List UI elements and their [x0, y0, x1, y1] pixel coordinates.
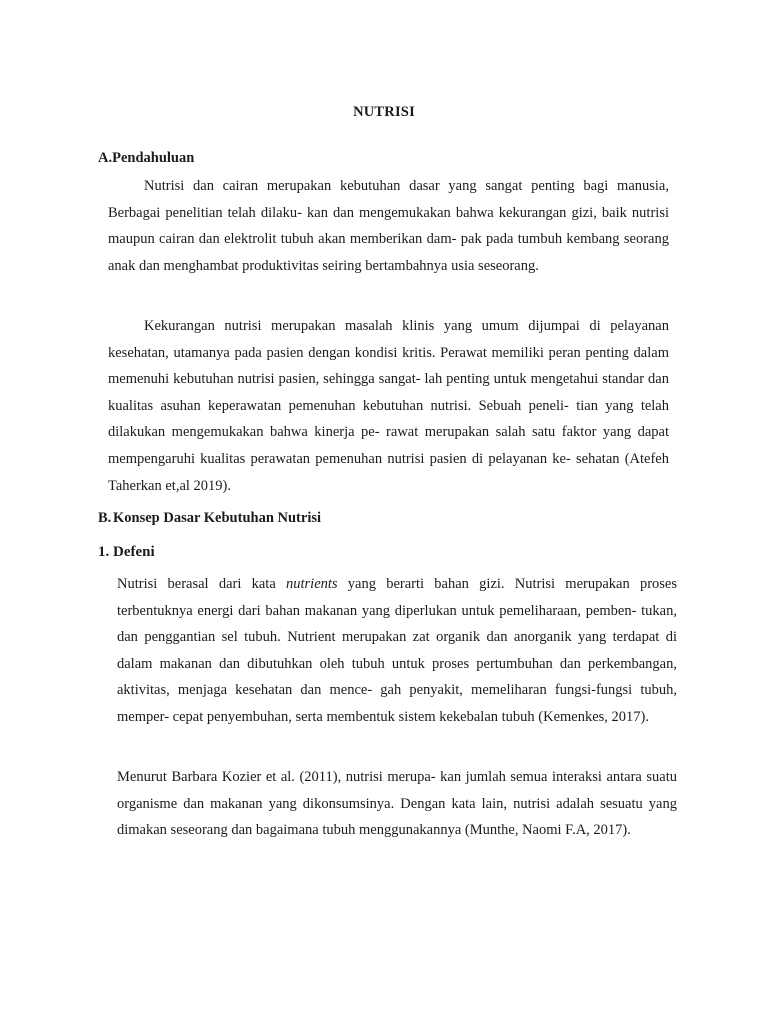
subsection-heading-text: Defeni: [113, 544, 155, 560]
definition-text-after: yang berarti bahan gizi. Nutrisi merupakan proses terbentuknya energi dari bahan makanan yang diperlukan untuk pemeliharaan, pemben- tukan, dan penggantian sel tubuh. Nutrient merupakan zat organik dan anorganik yang terdapat di dalam makanan dan dibutuhkan oleh tubuh untuk proses pertumbuhan dan perkembangan, aktivitas, menjaga kesehatan dan mence- gah penyakit, memeliharan fungsi-fungsi tubuh, memper- cepat penyembuhan, serta membentuk sistem kekebalan tubuh (Kemenkes, 2017).: [117, 576, 677, 725]
paragraph-definition-1: [117, 571, 677, 731]
subsection-number: 1.: [98, 544, 110, 560]
section-heading-pendahuluan: A.Pendahuluan: [98, 150, 195, 166]
paragraph-definition-2: Menurut Barbara Kozier et al. (2011), nutrisi merupa- kan jumlah semua interaksi antara suatu organisme dan makanan yang dikonsumsinya. Dengan kata lain, nutrisi adalah sesuatu yang dimakan seseorang dan bagaimana tubuh menggunakannya (Munthe, Naomi F.A, 2017).: [117, 769, 677, 839]
section-letter: B.: [98, 510, 112, 526]
subsection-heading-defeni: [98, 544, 155, 561]
paragraph-intro-2: Kekurangan nutrisi merupakan masalah klinis yang umum dijumpai di pelayanan kesehatan, utamanya pada pasien dengan kondisi kritis. Perawat memiliki peran penting dalam memenuhi kebutuhan nutrisi pasien, sehingga sangat- lah penting untuk mengetahui standar dan kualitas asuhan keperawatan pemenuhan kebutuhan nutrisi. Sebuah peneli- tian yang telah dilakukan mengemukakan bahwa kinerja pe- rawat merupakan salah satu faktor yang dapat mempengaruhi kualitas perawatan pemenuhan nutrisi pasien di pelayanan ke- sehatan (Atefeh Taherkan et,al 2019).: [108, 318, 669, 494]
paragraph-intro-1: Nutrisi dan cairan merupakan kebutuhan dasar yang sangat penting bagi manusia, Berbagai penelitian telah dilaku- kan dan mengemukakan bahwa kekurangan gizi, baik nutrisi maupun cairan dan elektrolit tubuh akan memberikan dam- pak pada tumbuh kembang seorang anak dan menghambat produktivitas seiring bertambahnya usia seseorang.: [108, 178, 669, 274]
section-heading-text: Konsep Dasar Kebutuhan Nutrisi: [113, 510, 322, 526]
italic-term: nutrients: [286, 576, 338, 592]
page-title: NUTRISI: [353, 103, 415, 120]
section-heading-konsep-dasar: [98, 510, 321, 527]
definition-text-before: Nutrisi berasal dari kata: [117, 576, 286, 592]
